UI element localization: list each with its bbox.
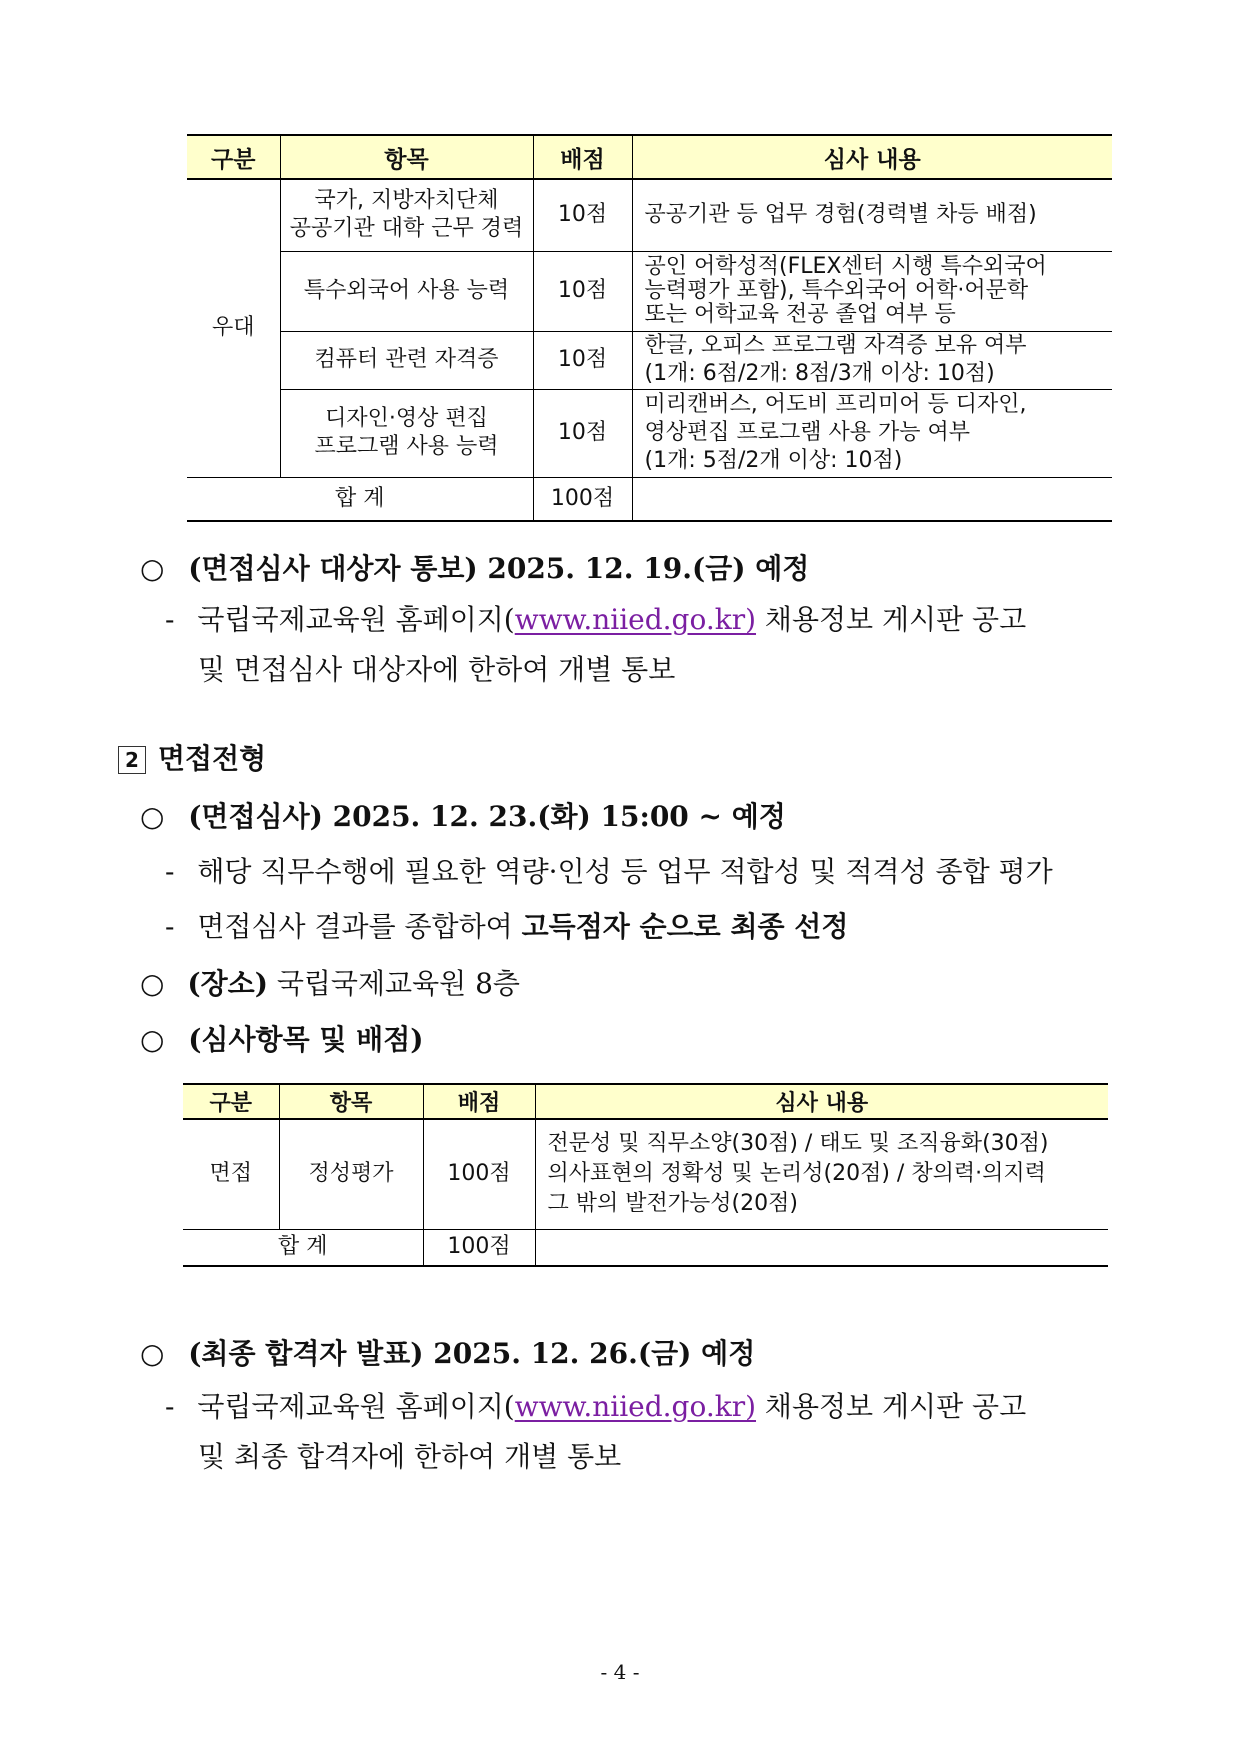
interview-sub1-text: 해당 직무수행에 필요한 역량·인성 등 업무 적합성 및 적격성 종합 평가 [197,855,1053,888]
notice-interview-title [140,547,809,587]
content-cell [632,251,1112,331]
bullet-circle: ○ [140,967,165,1000]
category-cell: 면접 [183,1119,279,1229]
table-row [183,1119,1108,1229]
table-row [187,331,1112,389]
interview-schedule-text: (면접심사) 2025. 12. 23.(화) 15:00 ~ 예정 [188,800,786,833]
category-cell: 우대 [187,179,280,477]
score-cell: 10점 [533,179,632,251]
content-line: 의사표현의 정확성 및 논리성(20점) / 창의력·의지력 [547,1161,1046,1187]
homepage-link[interactable]: www.niied.go.kr) [514,1390,757,1423]
interview-sub2-bold: 고득점자 순으로 최종 선정 [521,910,849,943]
dash-marker: - [165,855,175,888]
item-line: 프로그램 사용 능력 [314,434,499,459]
content-line: 미리캔버스, 어도비 프리미어 등 디자인, [644,392,1027,417]
item-line: 공공기관 대학 근무 경력 [289,216,524,242]
bullet-circle: ○ [140,800,165,833]
bullet-circle: ○ [140,552,165,585]
table-row [187,389,1112,477]
bullet-circle: ○ [140,1023,165,1056]
item-cell [280,389,533,477]
final-title-text: (최종 합격자 발표) 2025. 12. 26.(금) 예정 [188,1337,756,1370]
bullet-circle: ○ [140,1337,165,1370]
notice-interview-line2: 및 면접심사 대상자에 한하여 개별 통보 [198,653,676,686]
sum-label: 합 계 [187,477,533,521]
interview-sub1 [165,850,1053,890]
score-cell: 10점 [533,389,632,477]
score-cell: 100점 [423,1119,535,1229]
place-label: (장소) [187,967,268,1000]
content-line: 능력평가 포함), 특수외국어 어학·어문학 [644,278,1029,303]
content-line: (1개: 6점/2개: 8점/3개 이상: 10점) [644,361,995,386]
header-item: 항목 [279,1084,423,1119]
final-text: 국립국제교육원 홈페이지( [197,1390,515,1423]
header-category: 구분 [187,135,280,179]
content-line: 공공기관 등 업무 경험(경력별 차등 배점) [644,202,1037,228]
table-row [187,179,1112,251]
dash-marker: - [165,603,175,636]
table-sum-row [183,1229,1108,1266]
item-cell: 정성평가 [279,1119,423,1229]
item-cell [280,179,533,251]
table-row [187,251,1112,331]
sum-score: 100점 [533,477,632,521]
final-line2: 및 최종 합격자에 한하여 개별 통보 [198,1440,622,1473]
item-line: 컴퓨터 관련 자격증 [314,347,499,372]
content-line: 그 밖의 발전가능성(20점) [547,1191,798,1217]
item-cell [280,251,533,331]
homepage-link[interactable]: www.niied.go.kr) [514,603,757,636]
dash-marker: - [165,1390,175,1423]
interview-items-title [140,1018,424,1058]
score-cell: 10점 [533,251,632,331]
final-text: 채용정보 게시판 공고 [756,1390,1027,1423]
item-line: 디자인·영상 편집 [325,406,488,431]
notice-interview-line1 [165,598,1026,638]
place-value: 국립국제교육원 8층 [267,967,520,1000]
content-cell [632,179,1112,251]
interview-sub2 [165,905,848,945]
header-content: 심사 내용 [535,1084,1108,1119]
interview-sub2-text: 면접심사 결과를 종합하여 [197,910,522,943]
item-line: 특수외국어 사용 능력 [303,278,510,303]
item-line: 국가, 지방자치단체 [314,188,499,214]
notice-text: 채용정보 게시판 공고 [756,603,1027,636]
content-line: 또는 어학교육 전공 졸업 여부 등 [644,302,956,327]
notice-title-text: (면접심사 대상자 통보) 2025. 12. 19.(금) 예정 [188,552,810,585]
header-score: 배점 [423,1084,535,1119]
page-number: - 4 - [600,1660,640,1684]
notice-text: 국립국제교육원 홈페이지( [197,603,515,636]
final-announcement-title [140,1332,755,1372]
header-item: 항목 [280,135,533,179]
items-title-text: (심사항목 및 배점) [188,1023,424,1056]
sum-label: 합 계 [183,1229,423,1266]
section-number-box: 2 [118,746,146,774]
sum-content-empty [535,1229,1108,1266]
content-line: 영상편집 프로그램 사용 가능 여부 [644,420,971,445]
section-title: 면접전형 [158,742,267,775]
content-cell [535,1119,1108,1229]
header-category: 구분 [183,1084,279,1119]
header-score: 배점 [533,135,632,179]
content-cell [632,389,1112,477]
content-line: (1개: 5점/2개 이상: 10점) [644,448,903,473]
sum-score: 100점 [423,1229,535,1266]
section-heading [118,737,266,777]
interview-schedule [140,795,786,835]
sum-content-empty [632,477,1112,521]
content-cell [632,331,1112,389]
final-line1 [165,1385,1026,1425]
interview-place [140,962,520,1002]
table-sum-row [187,477,1112,521]
content-line: 공인 어학성적(FLEX센터 시행 특수외국어 [644,254,1047,279]
content-line: 한글, 오피스 프로그램 자격증 보유 여부 [644,333,1027,358]
score-cell: 10점 [533,331,632,389]
header-content: 심사 내용 [632,135,1112,179]
table-header-row [187,135,1112,179]
content-line: 전문성 및 직무소양(30점) / 태도 및 조직융화(30점) [547,1131,1049,1157]
dash-marker: - [165,910,175,943]
interview-score-table [183,1083,1108,1267]
preference-score-table [187,134,1112,522]
item-cell [280,331,533,389]
table-header-row [183,1084,1108,1119]
